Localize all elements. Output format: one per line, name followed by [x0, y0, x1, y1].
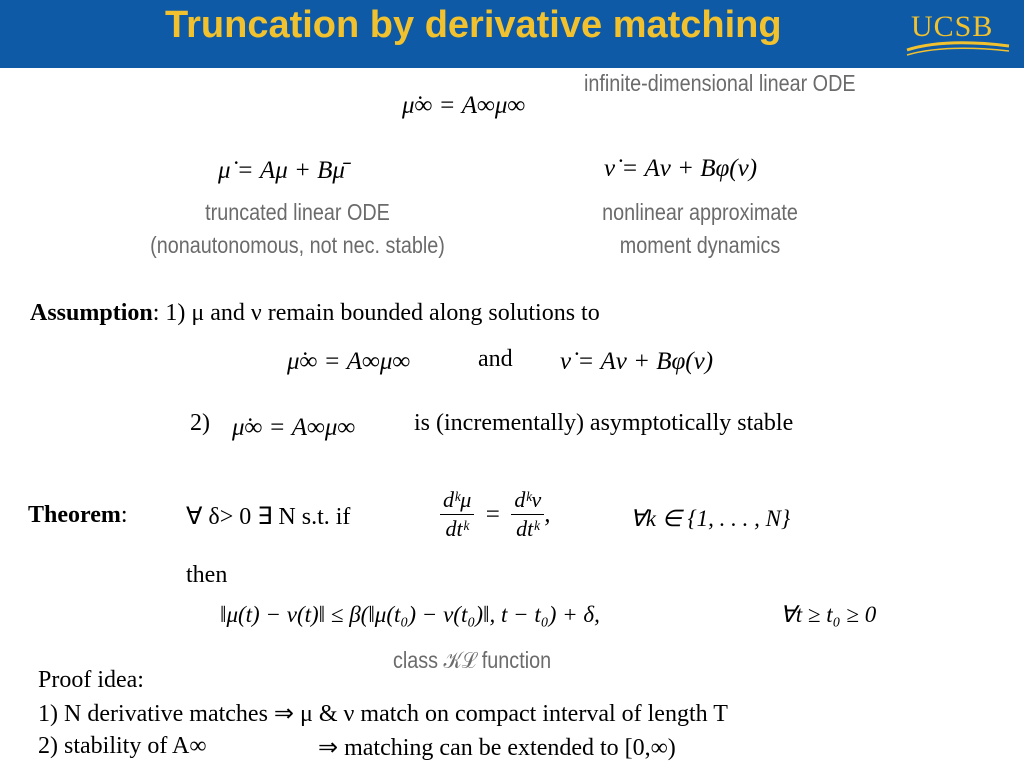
derivative-match-equation: [440, 486, 551, 543]
infinite-ode-label: infinite-dimensional linear ODE: [584, 70, 856, 96]
fraction-mu: [440, 486, 474, 543]
slide-title: Truncation by derivative matching: [165, 4, 782, 46]
nonlinear-moment-label-line2: moment dynamics: [619, 232, 781, 258]
assumption-item2-number: 2): [190, 410, 210, 436]
fraction-nu: [511, 486, 544, 543]
comma: ,: [544, 500, 551, 528]
svg-text:UCSB: UCSB: [911, 10, 994, 43]
fraction-nu-numerator: dᵏν: [511, 486, 544, 515]
truncated-ode-equation: μ̇ = Aμ + Bμ̄: [218, 157, 345, 184]
assumption-equation-b: ν̇ = Aν + Bφ(ν): [560, 348, 714, 375]
forall-t-condition: ∀t ≥ t₀ ≥ 0: [780, 602, 877, 627]
assumption-equation-a: μ̇∞ = A∞μ∞: [287, 348, 411, 375]
title-bar: [0, 0, 1024, 68]
proof-line2-part1: 2) stability of A∞: [38, 733, 207, 759]
class-kl-note: class 𝒦ℒ function: [393, 647, 552, 673]
assumption-heading: Assumption: [30, 300, 153, 326]
assumption-text: : 1) μ and ν remain bounded along solutions to: [152, 300, 600, 326]
ucsb-logo: [905, 6, 1015, 58]
truncated-ode-label-line1: truncated linear ODE: [205, 199, 390, 225]
theorem-heading-line: [28, 502, 128, 529]
truncated-ode-label: [123, 196, 471, 262]
theorem-condition: ∀ δ> 0 ∃ N s.t. if: [186, 504, 351, 530]
assumption-equation-c: μ̇∞ = A∞μ∞: [232, 414, 356, 441]
fraction-mu-denominator: dtᵏ: [445, 516, 469, 541]
theorem-then: then: [186, 562, 228, 588]
nonlinear-moment-label-line1: nonlinear approximate: [602, 199, 798, 225]
fraction-nu-denominator: dtᵏ: [516, 516, 540, 541]
theorem-heading: Theorem: [28, 502, 121, 528]
assumption-line1: [30, 300, 600, 327]
proof-heading: Proof idea:: [38, 667, 144, 693]
infinite-ode-equation: μ̇∞ = A∞μ∞: [402, 92, 526, 119]
truncated-ode-label-line2: (nonautonomous, not nec. stable): [150, 232, 445, 258]
proof-line1: 1) N derivative matches ⇒ μ & ν match on compact interval of length T: [38, 701, 728, 727]
equals-sign: =: [485, 500, 500, 528]
nonlinear-moment-label: [580, 196, 821, 262]
nonlinear-moment-equation: ν̇ = Aν + Bφ(ν): [604, 155, 758, 182]
forall-k-condition: ∀k ∈ {1, . . . , N}: [630, 506, 791, 531]
proof-line2-part2: ⇒ matching can be extended to [0,∞): [318, 735, 676, 761]
theorem-bound: ‖μ(t) − ν(t)‖ ≤ β(‖μ(t₀) − ν(t₀)‖, t − t₀) + δ,: [220, 602, 600, 627]
assumption-and: and: [478, 346, 513, 372]
theorem-colon: :: [120, 502, 128, 528]
assumption-item2-text: is (incrementally) asymptotically stable: [414, 410, 794, 436]
fraction-mu-numerator: dᵏμ: [440, 486, 474, 515]
